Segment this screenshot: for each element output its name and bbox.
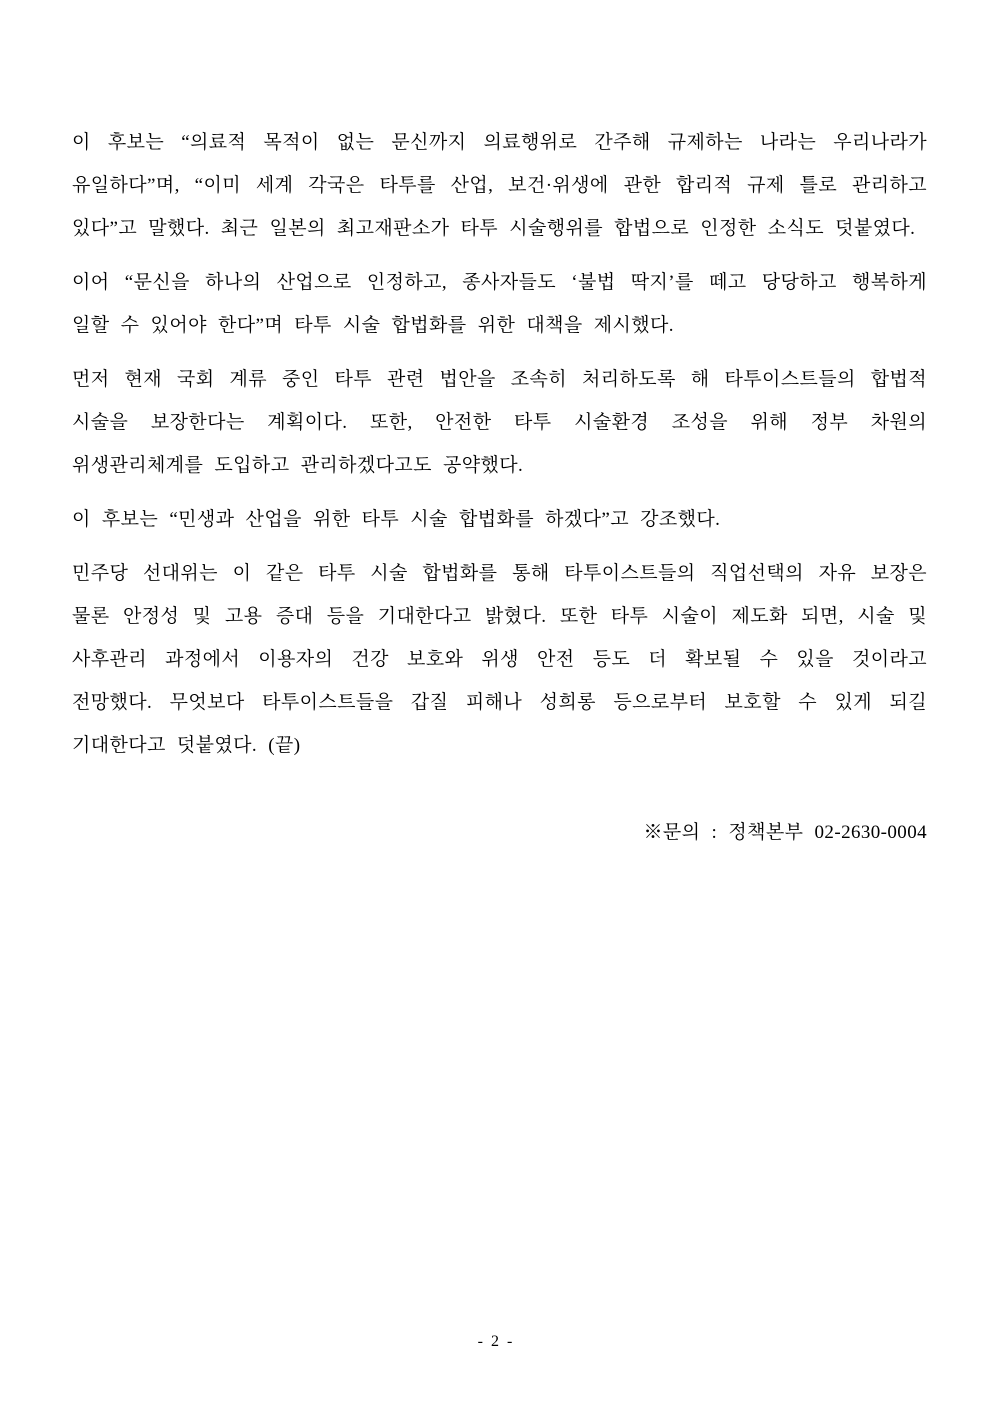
document-body xyxy=(72,121,927,854)
contact-line: ※문의 : 정책본부 02-2630-0004 xyxy=(643,822,927,843)
paragraph: 이 후보는 “의료적 목적이 없는 문신까지 의료행위로 간주해 규제하는 나라는 우리나라가 유일하다”며, “이미 세계 각국은 타투를 산업, 보건·위생에 관한 합리적 규제 틀로 관리하고 있다”고 말했다. 최근 일본의 최고재판소가 타투 시술행위를 합법으로 인정한 소식도 덧붙였다. xyxy=(72,132,927,239)
paragraph: 먼저 현재 국회 계류 중인 타투 관련 법안을 조속히 처리하도록 해 타투이스트들의 합법적 시술을 보장한다는 계획이다. 또한, 안전한 타투 시술환경 조성을 위해 정부 차원의 위생관리체계를 도입하고 관리하겠다고도 공약했다. xyxy=(72,369,927,476)
paragraph: 이 후보는 “민생과 산업을 위한 타투 시술 합법화를 하겠다”고 강조했다. xyxy=(72,509,721,530)
paragraph: 이어 “문신을 하나의 산업으로 인정하고, 종사자들도 ‘불법 딱지’를 떼고 당당하고 행복하게 일할 수 있어야 한다”며 타투 시술 합법화를 위한 대책을 제시했다. xyxy=(72,272,927,336)
page-number: - 2 - xyxy=(477,1333,515,1350)
paragraph: 민주당 선대위는 이 같은 타투 시술 합법화를 통해 타투이스트들의 직업선택의 자유 보장은 물론 안정성 및 고용 증대 등을 기대한다고 밝혔다. 또한 타투 시술이 제도화 되면, 시술 및 사후관리 과정에서 이용자의 건강 보호와 위생 안전 등도 더 확보될 수 있을 것이라고 전망했다. 무엇보다 타투이스트들을 갑질 피해나 성희롱 등으로부터 보호할 수 있게 되길 기대한다고 덧붙였다. (끝) xyxy=(72,563,927,756)
